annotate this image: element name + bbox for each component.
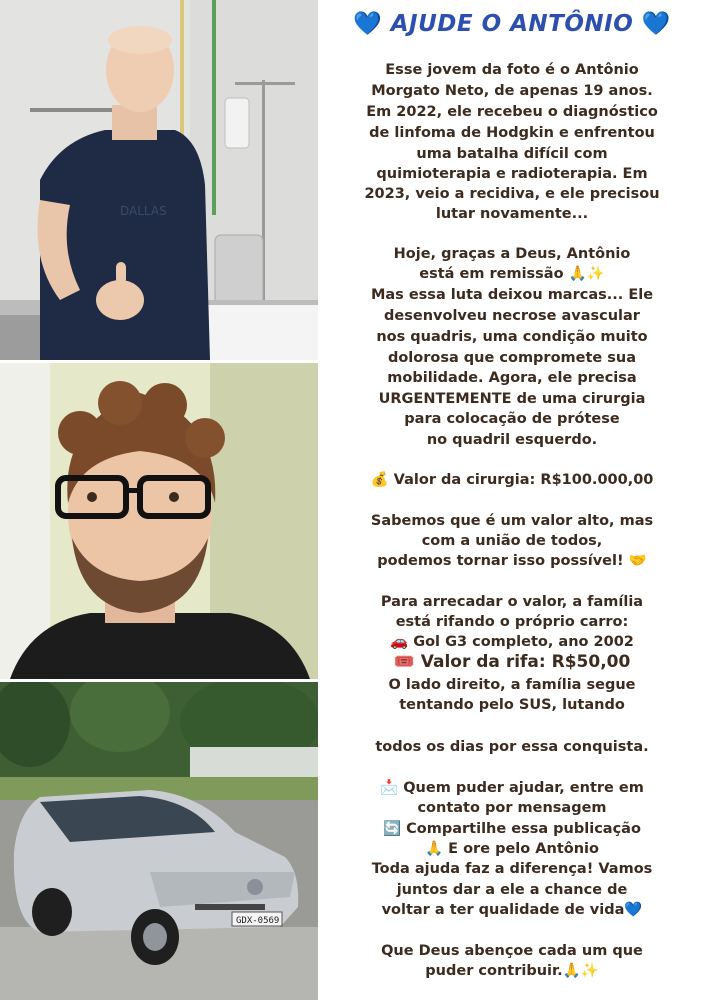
text-line: com a união de todos, <box>421 533 603 549</box>
text-line: Que Deus abençoe cada um que <box>381 943 643 959</box>
text-line: de linfoma de Hodgkin e enfrentou <box>369 125 655 141</box>
title-text: AJUDE O ANTÔNIO <box>390 11 634 37</box>
text-line: dolorosa que compromete sua <box>387 350 637 366</box>
heart-left-icon: 💙 <box>353 11 383 37</box>
text-line: Hoje, graças a Deus, Antônio <box>393 246 631 262</box>
text-line: 📩 Quem puder ajudar, entre em <box>380 780 644 796</box>
text-line: 🔄 Compartilhe essa publicação <box>383 821 641 837</box>
license-plate: GDX-0569 <box>236 916 280 926</box>
text-line: Para arrecadar o valor, a família <box>380 594 644 610</box>
text-line: 🙏 E ore pelo Antônio <box>425 841 599 857</box>
surgery-cost: 💰 Valor da cirurgia: R$100.000,00 <box>370 472 654 488</box>
text-line: Em 2022, ele recebeu o diagnóstico <box>366 104 658 120</box>
text-line: tentando pelo SUS, lutando <box>399 697 625 713</box>
text-line: está em remissão 🙏✨ <box>419 266 605 282</box>
text-line: URGENTEMENTE de uma cirurgia <box>378 391 646 407</box>
text-line: nos quadris, uma condição muito <box>376 329 648 345</box>
text-line: lutar novamente... <box>435 206 589 222</box>
text-line: mobilidade. Agora, ele precisa <box>387 370 637 386</box>
text-line: juntos dar a ele a chance de <box>396 882 628 898</box>
text-column <box>318 0 706 1000</box>
text-line: todos os dias por essa conquista. <box>375 739 649 755</box>
text-line: Mas essa luta deixou marcas... Ele <box>370 287 654 303</box>
text-line: podemos tornar isso possível! 🤝 <box>377 553 647 569</box>
car-description: 🚗 Gol G3 completo, ano 2002 <box>390 634 634 650</box>
photo-column <box>0 0 318 1000</box>
text-line: O lado direito, a família segue <box>388 677 636 693</box>
raffle-price: 🎟️ Valor da rifa: R$50,00 <box>393 652 631 672</box>
text-line: quimioterapia e radioterapia. Em <box>376 166 648 182</box>
text-line: desenvolveu necrose avascular <box>384 308 640 324</box>
text-line: Sabemos que é um valor alto, mas <box>370 513 654 529</box>
text-line: Toda ajuda faz a diferença! Vamos <box>371 861 653 877</box>
text-line: está rifando o próprio carro: <box>395 614 629 630</box>
page-title <box>318 10 706 37</box>
heart-right-icon: 💙 <box>641 11 671 37</box>
text-line: Esse jovem da foto é o Antônio <box>385 62 639 78</box>
text-line: no quadril esquerdo. <box>426 432 598 448</box>
svg-text:DALLAS: DALLAS <box>120 204 167 218</box>
text-line: contato por mensagem <box>417 800 607 816</box>
text-line: 2023, veio a recidiva, e ele precisou <box>364 186 660 202</box>
text-line: puder contribuir.🙏✨ <box>425 963 599 979</box>
text-line: Morgato Neto, de apenas 19 anos. <box>371 83 653 99</box>
text-line: para colocação de prótese <box>404 411 620 427</box>
text-line: uma batalha difícil com <box>416 146 608 162</box>
car-photo <box>0 682 318 1000</box>
hospital-photo <box>0 0 318 360</box>
text-line: voltar a ter qualidade de vida💙 <box>381 902 643 918</box>
portrait-photo <box>0 363 318 679</box>
